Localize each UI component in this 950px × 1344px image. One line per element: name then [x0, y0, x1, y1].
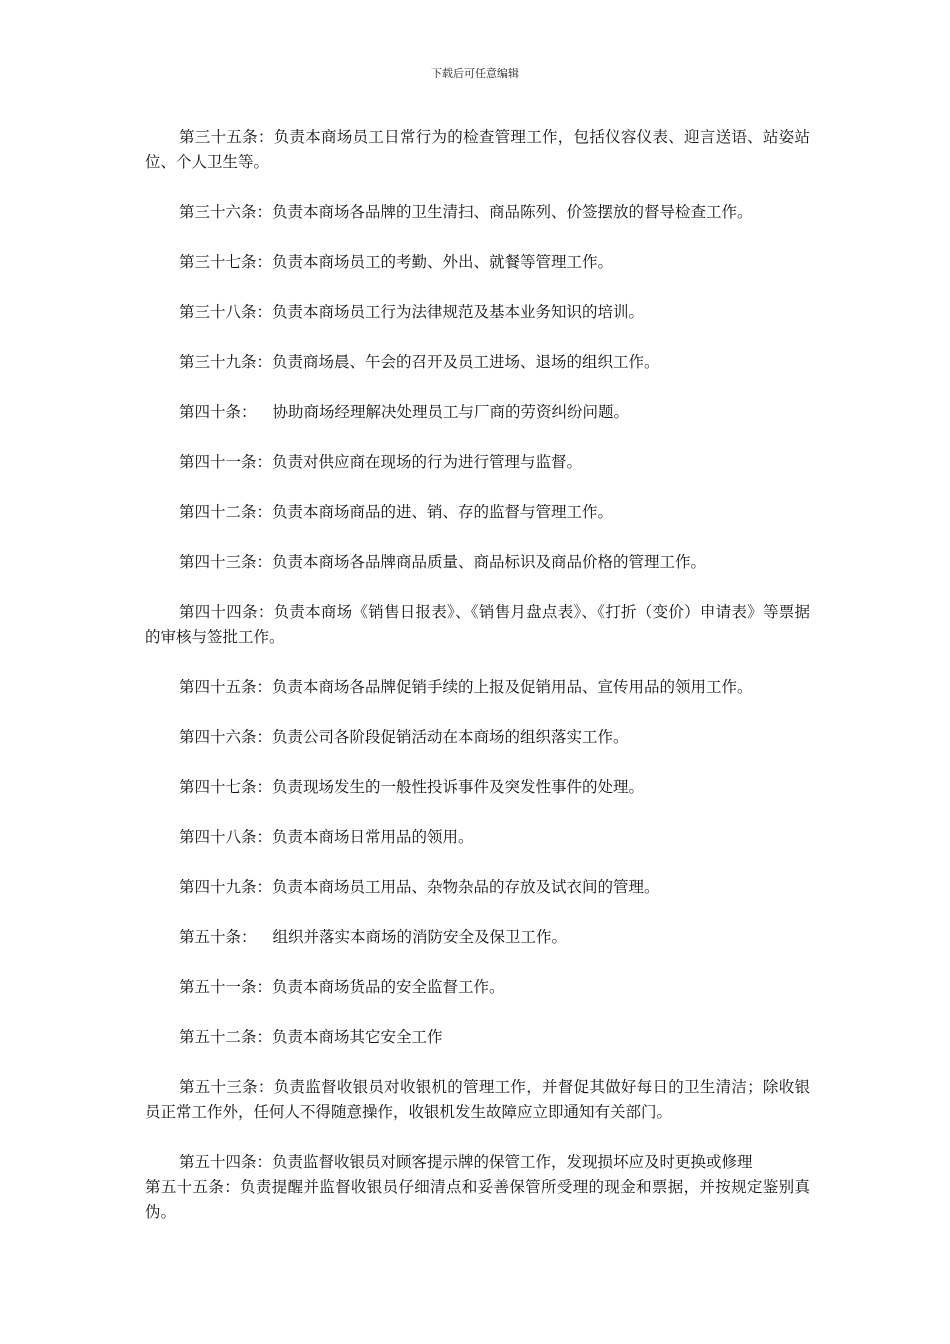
article-49 — [145, 875, 810, 900]
article-text: 负责提醒并监督收银员仔细清点和妥善保管所受理的现金和票据，并按规定鉴别真伪。 — [145, 1178, 810, 1221]
article-46 — [145, 725, 810, 750]
article-text: 负责本商场员工日常行为的检查管理工作，包括仪容仪表、迎言送语、站姿站位、个人卫生等。 — [145, 128, 810, 171]
article-text: 协助商场经理解决处理员工与厂商的劳资纠纷问题。 — [272, 403, 630, 421]
article-47 — [145, 775, 810, 800]
article-label: 第三十七条： — [179, 253, 273, 271]
article-51 — [145, 975, 810, 1000]
article-text: 负责现场发生的一般性投诉事件及突发性事件的处理。 — [272, 778, 645, 796]
article-label: 第五十四条： — [179, 1153, 273, 1171]
article-label: 第四十四条： — [179, 603, 274, 621]
article-text: 负责本商场商品的进、销、存的监督与管理工作。 — [272, 503, 614, 521]
article-label: 第四十三条： — [179, 553, 273, 571]
article-label: 第五十三条： — [179, 1078, 274, 1096]
article-label: 第四十八条： — [179, 828, 273, 846]
article-text: 负责商场晨、午会的召开及员工进场、退场的组织工作。 — [272, 353, 660, 371]
article-label: 第五十条： — [179, 928, 257, 946]
article-label: 第三十六条： — [179, 203, 273, 221]
article-text: 负责监督收银员对顾客提示牌的保管工作，发现损坏应及时更换或修理 — [272, 1153, 753, 1171]
article-label: 第五十五条： — [145, 1178, 241, 1196]
document-body — [145, 125, 810, 1250]
article-text: 负责本商场货品的安全监督工作。 — [272, 978, 505, 996]
article-36 — [145, 200, 810, 225]
article-text: 负责对供应商在现场的行为进行管理与监督。 — [272, 453, 583, 471]
article-41 — [145, 450, 810, 475]
article-37 — [145, 250, 810, 275]
page-header: 下载后可任意编辑 — [431, 67, 519, 80]
article-label: 第五十二条： — [179, 1028, 273, 1046]
article-53 — [145, 1075, 810, 1125]
article-label: 第三十五条： — [179, 128, 274, 146]
article-54 — [145, 1150, 810, 1175]
article-48 — [145, 825, 810, 850]
article-label: 第四十一条： — [179, 453, 273, 471]
article-label: 第四十七条： — [179, 778, 273, 796]
article-40 — [145, 400, 810, 425]
article-label: 第四十六条： — [179, 728, 273, 746]
article-55 — [145, 1175, 810, 1225]
article-39 — [145, 350, 810, 375]
article-text: 负责本商场员工用品、杂物杂品的存放及试衣间的管理。 — [272, 878, 660, 896]
article-label: 第四十九条： — [179, 878, 273, 896]
article-label: 第四十二条： — [179, 503, 273, 521]
article-text: 负责本商场各品牌的卫生清扫、商品陈列、价签摆放的督导检查工作。 — [272, 203, 753, 221]
article-42 — [145, 500, 810, 525]
article-text: 负责本商场各品牌促销手续的上报及促销用品、宣传用品的领用工作。 — [272, 678, 753, 696]
article-45 — [145, 675, 810, 700]
article-text: 组织并落实本商场的消防安全及保卫工作。 — [272, 928, 568, 946]
article-text: 负责公司各阶段促销活动在本商场的组织落实工作。 — [272, 728, 629, 746]
article-52 — [145, 1025, 810, 1050]
article-label: 第五十一条： — [179, 978, 273, 996]
article-label: 第四十条： — [179, 403, 257, 421]
article-label: 第三十八条： — [179, 303, 273, 321]
article-text: 负责本商场员工的考勤、外出、就餐等管理工作。 — [272, 253, 614, 271]
article-text: 负责本商场其它安全工作 — [272, 1028, 443, 1046]
article-43 — [145, 550, 810, 575]
article-44 — [145, 600, 810, 650]
article-text: 负责本商场日常用品的领用。 — [272, 828, 474, 846]
article-38 — [145, 300, 810, 325]
article-text: 负责本商场员工行为法律规范及基本业务知识的培训。 — [272, 303, 645, 321]
article-label: 第四十五条： — [179, 678, 273, 696]
article-label: 第三十九条： — [179, 353, 273, 371]
article-text: 负责本商场各品牌商品质量、商品标识及商品价格的管理工作。 — [272, 553, 707, 571]
article-text: 负责本商场《销售日报表》、《销售月盘点表》、《打折（变价）申请表》等票据的审核与签批工作。 — [145, 603, 810, 646]
article-50 — [145, 925, 810, 950]
article-text: 负责监督收银员对收银机的管理工作，并督促其做好每日的卫生清洁；除收银员正常工作外，任何人不得随意操作，收银机发生故障应立即通知有关部门。 — [145, 1078, 810, 1121]
article-35 — [145, 125, 810, 175]
